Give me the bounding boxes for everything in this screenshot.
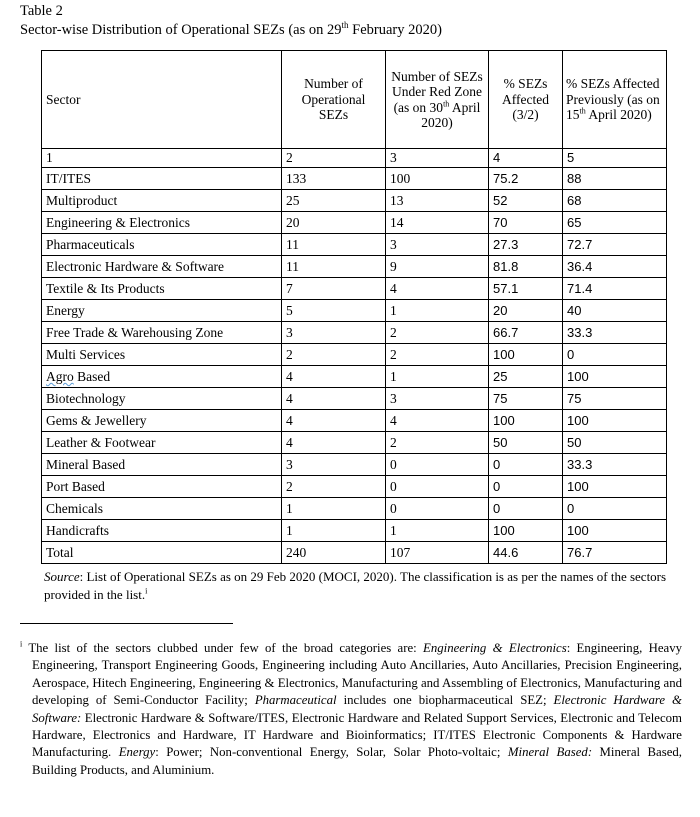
- red-zone-cell: 4: [386, 278, 489, 300]
- pct-previous-cell: 75: [563, 388, 667, 410]
- sector-cell: Electronic Hardware & Software: [42, 256, 282, 278]
- table-row: [42, 168, 667, 190]
- index-cell: 3: [386, 149, 489, 168]
- operational-cell: 3: [282, 454, 386, 476]
- pct-previous-cell: 100: [563, 476, 667, 498]
- pct-previous-cell: 0: [563, 344, 667, 366]
- pct-previous-cell: 68: [563, 190, 667, 212]
- footnote-category-name: Engineering & Electronics: [423, 641, 567, 655]
- sector-cell: Agro Based: [42, 366, 282, 388]
- total-row: [42, 542, 667, 564]
- index-cell: 4: [489, 149, 563, 168]
- operational-cell: 2: [282, 476, 386, 498]
- red-zone-cell: 9: [386, 256, 489, 278]
- red-zone-cell: 100: [386, 168, 489, 190]
- table-row: [42, 212, 667, 234]
- red-zone-cell: 2: [386, 432, 489, 454]
- footnote-category-name: Mineral Based:: [507, 745, 593, 760]
- table-row: [42, 498, 667, 520]
- operational-cell: 4: [282, 388, 386, 410]
- header-row: [42, 51, 667, 149]
- red-zone-cell: 0: [386, 498, 489, 520]
- pct-affected-cell: 57.1: [489, 278, 563, 300]
- pct-affected-cell: 44.6: [489, 542, 563, 564]
- table-row: [42, 234, 667, 256]
- pct-previous-cell: 100: [563, 410, 667, 432]
- pct-previous-cell: 36.4: [563, 256, 667, 278]
- operational-cell: 4: [282, 366, 386, 388]
- footnote-category-text: includes one biopharmaceutical SEZ;: [336, 693, 554, 708]
- footnote-category-text: : Power; Non-conventional Energy, Solar, Solar Photo-voltaic;: [155, 745, 508, 760]
- header-sector: Sector: [42, 51, 282, 149]
- sector-cell: Free Trade & Warehousing Zone: [42, 322, 282, 344]
- pct-affected-cell: 66.7: [489, 322, 563, 344]
- red-zone-cell: 1: [386, 300, 489, 322]
- operational-cell: 240: [282, 542, 386, 564]
- red-zone-cell: 13: [386, 190, 489, 212]
- table-row: [42, 344, 667, 366]
- red-zone-cell: 0: [386, 454, 489, 476]
- pct-previous-cell: 100: [563, 366, 667, 388]
- red-zone-cell: 2: [386, 322, 489, 344]
- sector-cell: Pharmaceuticals: [42, 234, 282, 256]
- pct-previous-cell: 40: [563, 300, 667, 322]
- table-row: [42, 278, 667, 300]
- index-cell: 1: [42, 149, 282, 168]
- red-zone-cell: 14: [386, 212, 489, 234]
- red-zone-cell: 107: [386, 542, 489, 564]
- header-red-zone: Number of SEZs Under Red Zone (as on 30th April 2020): [386, 51, 489, 149]
- footnote-category-text: Electronic Hardware & Software/ITES, Electronic Hardware and Related Support Services, Electronic and Telecom Hardware, Electronics and Hardware, IT Hardware and Bioinformatics; IT/ITES Electronic Components & Hardware Manufacturing.: [32, 710, 682, 760]
- pct-previous-cell: 0: [563, 498, 667, 520]
- index-cell: 5: [563, 149, 667, 168]
- operational-cell: 7: [282, 278, 386, 300]
- table-row: [42, 300, 667, 322]
- pct-affected-cell: 0: [489, 476, 563, 498]
- pct-previous-cell: 33.3: [563, 322, 667, 344]
- sector-cell: Biotechnology: [42, 388, 282, 410]
- red-zone-cell: 1: [386, 520, 489, 542]
- sector-cell: Handicrafts: [42, 520, 282, 542]
- red-zone-cell: 0: [386, 476, 489, 498]
- index-cell: 2: [282, 149, 386, 168]
- header-operational: Number of Operational SEZs: [282, 51, 386, 149]
- red-zone-cell: 1: [386, 366, 489, 388]
- operational-cell: 11: [282, 234, 386, 256]
- red-zone-cell: 2: [386, 344, 489, 366]
- red-zone-cell: 4: [386, 410, 489, 432]
- pct-affected-cell: 20: [489, 300, 563, 322]
- pct-affected-cell: 75: [489, 388, 563, 410]
- pct-previous-cell: 33.3: [563, 454, 667, 476]
- pct-affected-cell: 100: [489, 344, 563, 366]
- header-pct-affected: % SEZs Affected (3/2): [489, 51, 563, 149]
- column-index-row: [42, 149, 667, 168]
- table-row: [42, 432, 667, 454]
- operational-cell: 2: [282, 344, 386, 366]
- pct-affected-cell: 0: [489, 498, 563, 520]
- pct-affected-cell: 52: [489, 190, 563, 212]
- pct-affected-cell: 81.8: [489, 256, 563, 278]
- sector-cell: IT/ITES: [42, 168, 282, 190]
- footnote-category-name: Energy: [118, 745, 156, 760]
- table-row: [42, 366, 667, 388]
- operational-cell: 1: [282, 520, 386, 542]
- footnote-category-name: Pharmaceutical: [254, 693, 337, 708]
- pct-previous-cell: 72.7: [563, 234, 667, 256]
- operational-cell: 11: [282, 256, 386, 278]
- pct-affected-cell: 27.3: [489, 234, 563, 256]
- pct-previous-cell: 88: [563, 168, 667, 190]
- footnote-category-name: Electronic Hardware & Software:: [32, 693, 683, 725]
- table-number: Table 2: [20, 3, 63, 19]
- operational-cell: 4: [282, 410, 386, 432]
- operational-cell: 3: [282, 322, 386, 344]
- header-pct-previous: % SEZs Affected Previously (as on 15th April 2020): [563, 51, 667, 149]
- sector-cell: Multi Services: [42, 344, 282, 366]
- pct-affected-cell: 50: [489, 432, 563, 454]
- table-row: [42, 520, 667, 542]
- pct-affected-cell: 100: [489, 520, 563, 542]
- operational-cell: 133: [282, 168, 386, 190]
- sez-distribution-table: [41, 50, 667, 564]
- sector-cell: Textile & Its Products: [42, 278, 282, 300]
- red-zone-cell: 3: [386, 388, 489, 410]
- pct-affected-cell: 25: [489, 366, 563, 388]
- sector-cell: Mineral Based: [42, 454, 282, 476]
- operational-cell: 5: [282, 300, 386, 322]
- operational-cell: 20: [282, 212, 386, 234]
- table-row: [42, 454, 667, 476]
- sector-cell: Total: [42, 542, 282, 564]
- sector-cell: Port Based: [42, 476, 282, 498]
- footnote: $^i$ The list of the sectors clubbed under few of the broad categories are: Engineering & Electronics: Engineering, Heavy Engineering, Transport Engineering Goods, Engineering including Auto Ancillaries, Auto Ancillaries, Precision Engineering, Aerospace, Hitech Engineering, Engineering & Electronics, Manufacturing and Assembling of Electronics, Manufacturing and developing of Semi-Conductor Facility; Pharmaceutical includes one biopharmaceutical SEZ; Electronic Hardware & Software: Electronic Hardware & Software/ITES, Electronic Hardware and Related Support Services, Electronic and Telecom Hardware, Electronics and Hardware, IT Hardware and Bioinformatics; IT/ITES Electronic Components & Hardware Manufacturing. Energy: Power; Non-conventional Energy, Solar, Solar Photo-voltaic; Mineral Based: Mineral Based, Building Products, and Aluminium.: [20, 639, 683, 777]
- table-title: Sector-wise Distribution of Operational SEZs (as on 29th February 2020): [20, 20, 442, 38]
- sector-cell: Multiproduct: [42, 190, 282, 212]
- pct-affected-cell: 100: [489, 410, 563, 432]
- table-row: [42, 256, 667, 278]
- sector-cell: Energy: [42, 300, 282, 322]
- footnote-category-text: : Engineering, Heavy Engineering, Transport Engineering Goods, Engineering including Auto Ancillaries, Auto Ancillaries, Precision Engineering, Aerospace, Hitech Engineering, Engineering & Electronics, Manufacturing and Assembling of Electronics, Manufacturing and developing of Semi-Conductor Facility;: [32, 641, 683, 708]
- table-row: [42, 410, 667, 432]
- pct-previous-cell: 50: [563, 432, 667, 454]
- operational-cell: 1: [282, 498, 386, 520]
- table-row: [42, 322, 667, 344]
- pct-previous-cell: 65: [563, 212, 667, 234]
- table-row: [42, 476, 667, 498]
- footnote-category-text: Mineral Based, Building Products, and Aluminium.: [32, 745, 682, 777]
- table-source-note: Source: List of Operational SEZs as on 29 Feb 2020 (MOCI, 2020). The classification is as per the names of the sectors provided in the list.$^i$: [44, 569, 667, 602]
- pct-previous-cell: 100: [563, 520, 667, 542]
- pct-affected-cell: 70: [489, 212, 563, 234]
- sector-cell: Engineering & Electronics: [42, 212, 282, 234]
- operational-cell: 4: [282, 432, 386, 454]
- sector-cell: Leather & Footwear: [42, 432, 282, 454]
- sector-cell: Gems & Jewellery: [42, 410, 282, 432]
- pct-previous-cell: 76.7: [563, 542, 667, 564]
- sector-cell: Chemicals: [42, 498, 282, 520]
- table-row: [42, 388, 667, 410]
- operational-cell: 25: [282, 190, 386, 212]
- footnote-separator: [20, 623, 233, 624]
- pct-affected-cell: 75.2: [489, 168, 563, 190]
- pct-affected-cell: 0: [489, 454, 563, 476]
- red-zone-cell: 3: [386, 234, 489, 256]
- table-row: [42, 190, 667, 212]
- pct-previous-cell: 71.4: [563, 278, 667, 300]
